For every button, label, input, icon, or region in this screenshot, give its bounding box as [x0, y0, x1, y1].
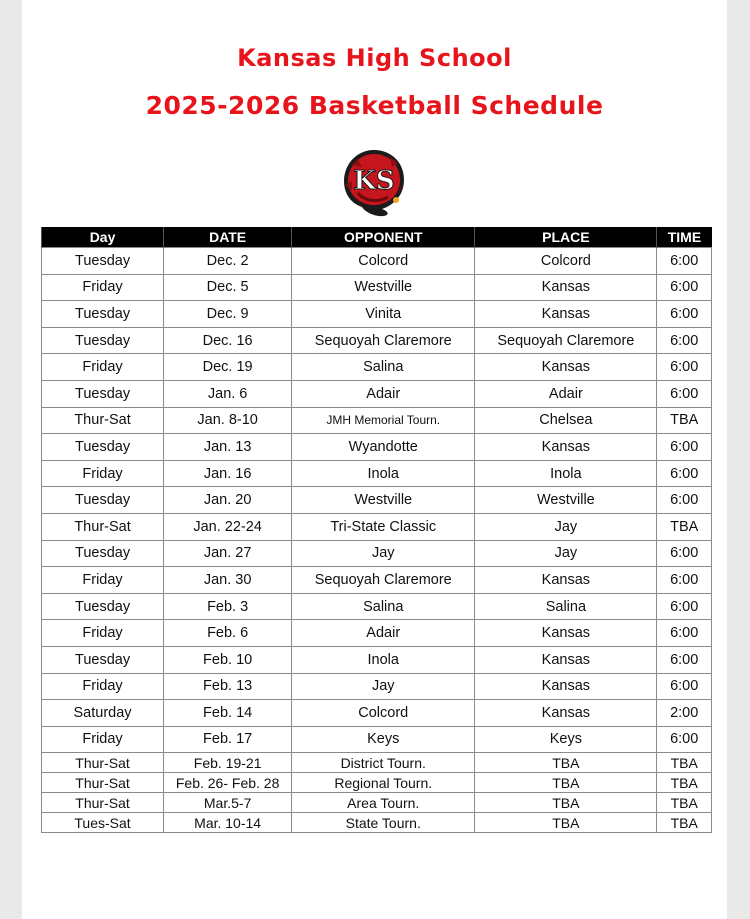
- date-cell: Dec. 16: [164, 327, 292, 354]
- day-cell: Tuesday: [42, 593, 164, 620]
- table-row: [42, 700, 712, 727]
- time-cell: 6:00: [657, 301, 712, 328]
- place-cell: Kansas: [475, 274, 657, 301]
- table-row: [42, 460, 712, 487]
- date-cell: Feb. 19-21: [164, 753, 292, 773]
- date-cell: Mar. 10-14: [164, 813, 292, 833]
- day-cell: Thur-Sat: [42, 753, 164, 773]
- place-cell: Kansas: [475, 646, 657, 673]
- opponent-cell: Sequoyah Claremore: [292, 567, 475, 594]
- time-cell: TBA: [657, 753, 712, 773]
- page-title: Kansas High School: [237, 44, 512, 72]
- column-header-day: Day: [42, 227, 164, 248]
- table-row: [42, 327, 712, 354]
- table-row: [42, 646, 712, 673]
- place-cell: Kansas: [475, 354, 657, 381]
- date-cell: Dec. 2: [164, 248, 292, 275]
- place-cell: TBA: [475, 773, 657, 793]
- page-subtitle: 2025-2026 Basketball Schedule: [145, 91, 604, 120]
- time-cell: 6:00: [657, 274, 712, 301]
- day-cell: Friday: [42, 274, 164, 301]
- time-cell: TBA: [657, 773, 712, 793]
- date-cell: Dec. 9: [164, 301, 292, 328]
- date-cell: Feb. 3: [164, 593, 292, 620]
- place-cell: Chelsea: [475, 407, 657, 434]
- schedule-table: [41, 227, 712, 833]
- column-header-time: TIME: [657, 227, 712, 248]
- place-cell: Adair: [475, 380, 657, 407]
- column-header-place: PLACE: [475, 227, 657, 248]
- place-cell: TBA: [475, 793, 657, 813]
- table-row: [42, 726, 712, 753]
- time-cell: 6:00: [657, 646, 712, 673]
- place-cell: Jay: [475, 513, 657, 540]
- place-cell: Kansas: [475, 301, 657, 328]
- table-row: [42, 434, 712, 461]
- table-row: [42, 753, 712, 773]
- time-cell: TBA: [657, 513, 712, 540]
- schedule-page: [22, 0, 727, 919]
- date-cell: Jan. 13: [164, 434, 292, 461]
- opponent-cell: Inola: [292, 646, 475, 673]
- table-row: [42, 301, 712, 328]
- day-cell: Tuesday: [42, 646, 164, 673]
- table-row: [42, 354, 712, 381]
- day-cell: Friday: [42, 354, 164, 381]
- time-cell: 6:00: [657, 540, 712, 567]
- place-cell: Westville: [475, 487, 657, 514]
- day-cell: Tues-Sat: [42, 813, 164, 833]
- opponent-cell: Jay: [292, 673, 475, 700]
- time-cell: 6:00: [657, 327, 712, 354]
- time-cell: 6:00: [657, 567, 712, 594]
- day-cell: Tuesday: [42, 248, 164, 275]
- time-cell: 6:00: [657, 354, 712, 381]
- time-cell: 6:00: [657, 248, 712, 275]
- logo-monogram: KS: [353, 166, 395, 196]
- table-header-row: [42, 227, 712, 248]
- opponent-cell: Sequoyah Claremore: [292, 327, 475, 354]
- date-cell: Jan. 22-24: [164, 513, 292, 540]
- date-cell: Feb. 14: [164, 700, 292, 727]
- opponent-cell: Salina: [292, 593, 475, 620]
- opponent-cell: Westville: [292, 487, 475, 514]
- day-cell: Friday: [42, 673, 164, 700]
- place-cell: Kansas: [475, 700, 657, 727]
- date-cell: Feb. 17: [164, 726, 292, 753]
- day-cell: Friday: [42, 460, 164, 487]
- table-row: [42, 673, 712, 700]
- date-cell: Jan. 30: [164, 567, 292, 594]
- date-cell: Dec. 19: [164, 354, 292, 381]
- table-row: [42, 380, 712, 407]
- date-cell: Mar.5-7: [164, 793, 292, 813]
- table-row: [42, 407, 712, 434]
- place-cell: Keys: [475, 726, 657, 753]
- day-cell: Tuesday: [42, 301, 164, 328]
- table-row: [42, 813, 712, 833]
- date-cell: Feb. 13: [164, 673, 292, 700]
- table-row: [42, 773, 712, 793]
- date-cell: Feb. 10: [164, 646, 292, 673]
- table-row: [42, 248, 712, 275]
- date-cell: Jan. 20: [164, 487, 292, 514]
- day-cell: Tuesday: [42, 434, 164, 461]
- date-cell: Dec. 5: [164, 274, 292, 301]
- place-cell: Colcord: [475, 248, 657, 275]
- time-cell: 6:00: [657, 673, 712, 700]
- day-cell: Thur-Sat: [42, 407, 164, 434]
- time-cell: TBA: [657, 407, 712, 434]
- time-cell: 6:00: [657, 487, 712, 514]
- place-cell: Inola: [475, 460, 657, 487]
- place-cell: TBA: [475, 753, 657, 773]
- place-cell: Kansas: [475, 673, 657, 700]
- place-cell: Kansas: [475, 434, 657, 461]
- place-cell: TBA: [475, 813, 657, 833]
- day-cell: Tuesday: [42, 540, 164, 567]
- day-cell: Friday: [42, 567, 164, 594]
- opponent-cell: Vinita: [292, 301, 475, 328]
- day-cell: Thur-Sat: [42, 793, 164, 813]
- time-cell: 6:00: [657, 460, 712, 487]
- day-cell: Friday: [42, 620, 164, 647]
- day-cell: Tuesday: [42, 487, 164, 514]
- opponent-cell: Area Tourn.: [292, 793, 475, 813]
- table-row: [42, 567, 712, 594]
- date-cell: Jan. 16: [164, 460, 292, 487]
- date-cell: Feb. 6: [164, 620, 292, 647]
- opponent-cell: Jay: [292, 540, 475, 567]
- opponent-cell: Adair: [292, 620, 475, 647]
- opponent-cell: Westville: [292, 274, 475, 301]
- opponent-cell: Keys: [292, 726, 475, 753]
- day-cell: Thur-Sat: [42, 773, 164, 793]
- table-row: [42, 513, 712, 540]
- opponent-cell: Adair: [292, 380, 475, 407]
- day-cell: Thur-Sat: [42, 513, 164, 540]
- day-cell: Tuesday: [42, 327, 164, 354]
- place-cell: Sequoyah Claremore: [475, 327, 657, 354]
- opponent-cell: Colcord: [292, 248, 475, 275]
- time-cell: 6:00: [657, 620, 712, 647]
- date-cell: Jan. 6: [164, 380, 292, 407]
- place-cell: Salina: [475, 593, 657, 620]
- table-row: [42, 274, 712, 301]
- table-row: [42, 540, 712, 567]
- column-header-date: DATE: [164, 227, 292, 248]
- time-cell: 6:00: [657, 726, 712, 753]
- opponent-cell: District Tourn.: [292, 753, 475, 773]
- opponent-cell: JMH Memorial Tourn.: [292, 407, 475, 434]
- date-cell: Jan. 27: [164, 540, 292, 567]
- column-header-opponent: OPPONENT: [292, 227, 475, 248]
- time-cell: TBA: [657, 793, 712, 813]
- table-row: [42, 620, 712, 647]
- opponent-cell: Inola: [292, 460, 475, 487]
- kansas-comets-logo-icon: [338, 145, 410, 217]
- day-cell: Tuesday: [42, 380, 164, 407]
- day-cell: Saturday: [42, 700, 164, 727]
- time-cell: TBA: [657, 813, 712, 833]
- time-cell: 6:00: [657, 434, 712, 461]
- opponent-cell: Colcord: [292, 700, 475, 727]
- place-cell: Jay: [475, 540, 657, 567]
- date-cell: Feb. 26- Feb. 28: [164, 773, 292, 793]
- place-cell: Kansas: [475, 567, 657, 594]
- opponent-cell: Salina: [292, 354, 475, 381]
- opponent-cell: Regional Tourn.: [292, 773, 475, 793]
- table-row: [42, 487, 712, 514]
- opponent-cell: Tri-State Classic: [292, 513, 475, 540]
- table-row: [42, 593, 712, 620]
- table-row: [42, 793, 712, 813]
- time-cell: 6:00: [657, 380, 712, 407]
- place-cell: Kansas: [475, 620, 657, 647]
- time-cell: 2:00: [657, 700, 712, 727]
- opponent-cell: State Tourn.: [292, 813, 475, 833]
- time-cell: 6:00: [657, 593, 712, 620]
- date-cell: Jan. 8-10: [164, 407, 292, 434]
- day-cell: Friday: [42, 726, 164, 753]
- opponent-cell: Wyandotte: [292, 434, 475, 461]
